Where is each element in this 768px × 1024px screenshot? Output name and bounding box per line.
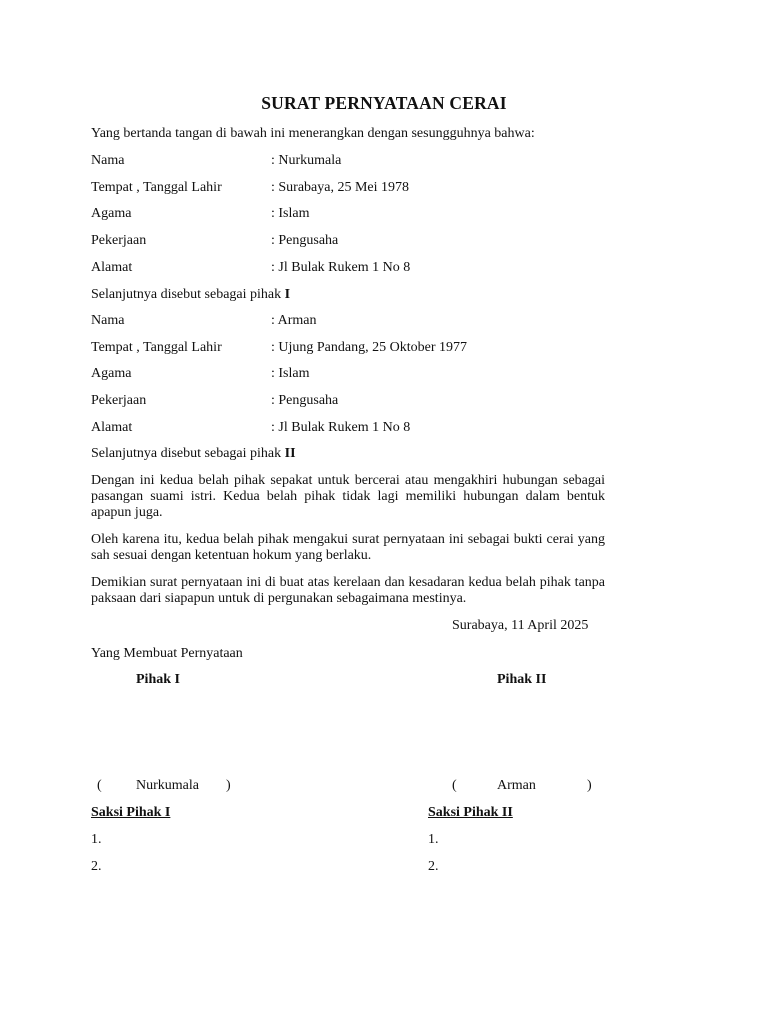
field-label: Pekerjaan (91, 233, 147, 248)
field-label: Agama (91, 366, 132, 381)
witness-heading-party1: Saksi Pihak I (91, 805, 171, 820)
designation-text: Selanjutnya disebut sebagai pihak (91, 446, 285, 461)
party2-field-name (91, 312, 611, 330)
witness-party1-item: 1. (91, 832, 102, 847)
field-value: : Jl Bulak Rukem 1 No 8 (271, 260, 411, 275)
signature-name-party1: Nurkumala (136, 778, 199, 793)
signature-left-close-paren: ) (226, 778, 231, 793)
field-label: Nama (91, 313, 125, 328)
field-label: Tempat , Tanggal Lahir (91, 180, 222, 195)
signature-left-open-paren: ( (97, 778, 102, 793)
signature-heading-party2: Pihak II (497, 672, 547, 687)
signatory-heading: Yang Membuat Pernyataan (91, 646, 243, 661)
party1-field-occupation (91, 232, 611, 250)
witness-party2-item: 1. (428, 832, 439, 847)
intro-text: Yang bertanda tangan di bawah ini menerangkan dengan sesungguhnya bahwa: (91, 126, 535, 141)
party1-field-birth (91, 179, 611, 197)
field-value: : Pengusaha (271, 233, 339, 248)
document-title: SURAT PERNYATAAN CERAI (261, 93, 507, 113)
field-value: : Arman (271, 313, 317, 328)
paragraph-closing: Demikian surat pernyataan ini di buat atas kerelaan dan kesadaran kedua belah pihak tanpa paksaan dari siapapun untuk di pergunakan sebagaimana mestinya. (91, 575, 605, 606)
designation-mark: I (284, 287, 291, 302)
signature-heading-party1: Pihak I (136, 672, 180, 687)
field-value: : Nurkumala (271, 153, 342, 168)
field-label: Alamat (91, 260, 133, 275)
place-date: Surabaya, 11 April 2025 (452, 618, 589, 633)
party1-field-religion (91, 205, 611, 223)
witness-party1-item: 2. (91, 859, 102, 874)
field-value: : Islam (271, 366, 310, 381)
witness-party2-item: 2. (428, 859, 439, 874)
field-label: Tempat , Tanggal Lahir (91, 340, 222, 355)
designation-mark: II (284, 446, 296, 461)
party1-field-address (91, 259, 611, 277)
witness-heading-party2: Saksi Pihak II (428, 805, 513, 820)
field-value: : Pengusaha (271, 393, 339, 408)
signature-right-close-paren: ) (587, 778, 592, 793)
field-label: Agama (91, 206, 132, 221)
party2-field-birth (91, 339, 611, 357)
designation-text: Selanjutnya disebut sebagai pihak (91, 287, 285, 302)
field-label: Nama (91, 153, 125, 168)
field-value: : Surabaya, 25 Mei 1978 (271, 180, 410, 195)
paragraph-agreement: Dengan ini kedua belah pihak sepakat untuk bercerai atau mengakhiri hubungan sebagai pasangan suami istri. Kedua belah pihak tidak lagi memiliki hubungan dalam bentuk apapun juga. (91, 473, 605, 520)
field-value: : Ujung Pandang, 25 Oktober 1977 (271, 340, 467, 355)
party2-designation (91, 445, 296, 463)
party1-designation (91, 286, 290, 304)
party1-field-name (91, 152, 611, 170)
field-label: Pekerjaan (91, 393, 147, 408)
party2-field-address (91, 419, 611, 437)
paragraph-acknowledgement: Oleh karena itu, kedua belah pihak mengakui surat pernyataan ini sebagai bukti cerai yang sah sesuai dengan ketentuan hokum yang berlaku. (91, 532, 605, 563)
party2-field-religion (91, 365, 611, 383)
field-value: : Jl Bulak Rukem 1 No 8 (271, 420, 411, 435)
party2-field-occupation (91, 392, 611, 410)
signature-right-open-paren: ( (452, 778, 457, 793)
field-label: Alamat (91, 420, 133, 435)
signature-name-party2: Arman (497, 778, 536, 793)
field-value: : Islam (271, 206, 310, 221)
